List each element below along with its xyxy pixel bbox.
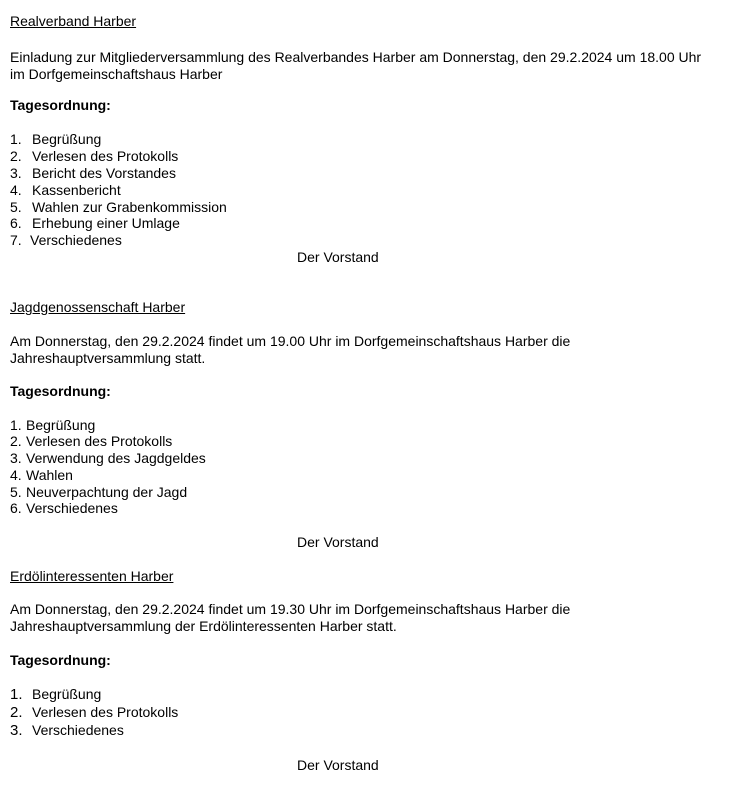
intro-line-1: Am Donnerstag, den 29.2.2024 findet um 19.00 Uhr im Dorfgemeinschaftshaus Harber die xyxy=(10,333,571,349)
agenda-heading: Tagesordnung: xyxy=(10,383,111,399)
signature: Der Vorstand xyxy=(297,757,379,773)
agenda-item: 7. Verschiedenes xyxy=(10,232,122,248)
agenda-item: 1. Begrüßung xyxy=(10,686,102,703)
agenda-item: 6. Erhebung einer Umlage xyxy=(10,215,180,231)
agenda-item: 3. Verschiedenes xyxy=(10,722,124,739)
agenda-item: 5. Neuverpachtung der Jagd xyxy=(10,484,188,500)
agenda-item: 2. Verlesen des Protokolls xyxy=(10,433,173,449)
agenda-item: 3. Verwendung des Jagdgeldes xyxy=(10,450,206,466)
agenda-item: 4. Wahlen xyxy=(10,467,73,483)
agenda-heading: Tagesordnung: xyxy=(10,97,111,113)
intro-line-2: Jahreshauptversammlung der Erdölinteressenten Harber statt. xyxy=(10,618,397,634)
intro-line-2: Jahreshauptversammlung statt. xyxy=(10,350,206,366)
signature: Der Vorstand xyxy=(297,249,379,265)
signature: Der Vorstand xyxy=(297,534,379,550)
agenda-item: 3. Bericht des Vorstandes xyxy=(10,165,176,181)
section-title-jagdgenossenschaft: Jagdgenossenschaft Harber xyxy=(10,299,186,315)
agenda-item: 6. Verschiedenes xyxy=(10,500,118,516)
intro-line-1: Einladung zur Mitgliederversammlung des Realverbandes Harber am Donnerstag, den 29.2.2024 um 18.00 Uhr xyxy=(10,49,702,65)
agenda-item: 2. Verlesen des Protokolls xyxy=(10,704,179,721)
agenda-item: 4. Kassenbericht xyxy=(10,182,121,198)
section-title-erdoelinteressenten: Erdölinteressenten Harber xyxy=(10,568,174,584)
intro-line-2: im Dorfgemeinschaftshaus Harber xyxy=(10,66,223,82)
agenda-heading: Tagesordnung: xyxy=(10,652,111,668)
agenda-item: 5. Wahlen zur Grabenkommission xyxy=(10,199,227,215)
section-title-realverband: Realverband Harber xyxy=(10,13,137,29)
agenda-item: 1. Begrüßung xyxy=(10,417,96,433)
intro-line-1: Am Donnerstag, den 29.2.2024 findet um 19.30 Uhr im Dorfgemeinschaftshaus Harber die xyxy=(10,601,571,617)
agenda-item: 1. Begrüßung xyxy=(10,131,102,147)
agenda-item: 2. Verlesen des Protokolls xyxy=(10,148,179,164)
